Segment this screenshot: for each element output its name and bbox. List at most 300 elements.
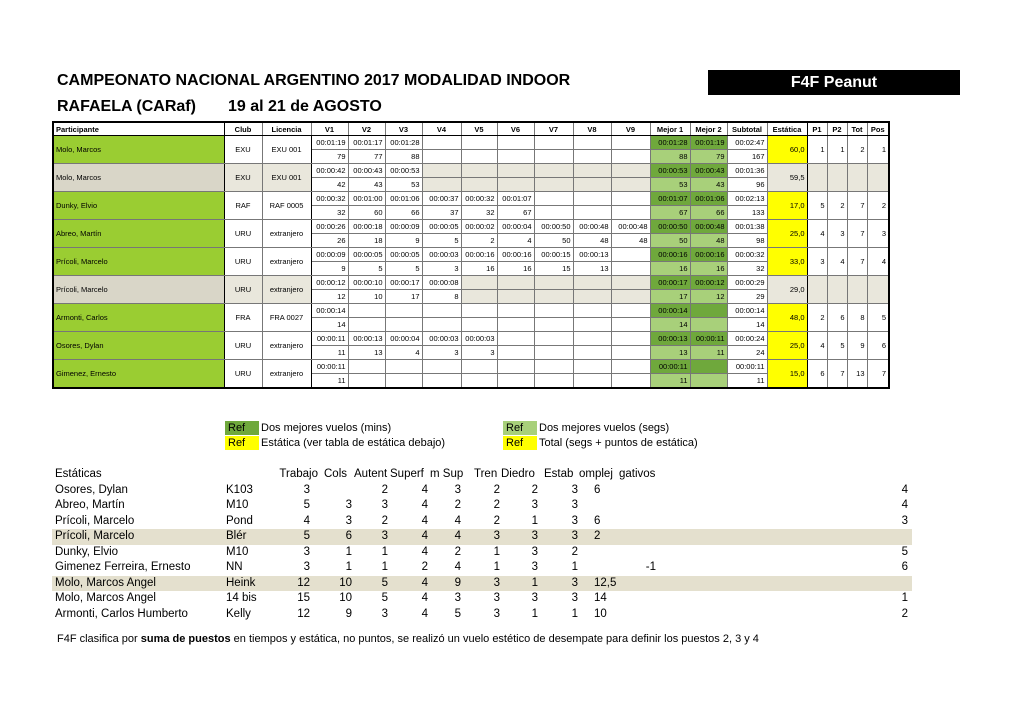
- flight-secs: [497, 150, 534, 164]
- club: URU: [224, 276, 262, 304]
- participant-name: Abreo, Martín: [53, 220, 224, 248]
- best1-time: 00:00:53: [650, 164, 690, 178]
- club: EXU: [224, 164, 262, 192]
- estatica-es: 2: [571, 545, 578, 558]
- flight-time: [611, 164, 650, 178]
- best2-time: 00:01:06: [690, 192, 727, 206]
- flight-time: 00:01:19: [311, 136, 348, 150]
- estatica-di: 3: [531, 545, 538, 558]
- col-header: V6: [497, 122, 534, 136]
- flight-time: 00:01:28: [385, 136, 422, 150]
- subtotal-time: 00:00:29: [727, 276, 767, 290]
- best1-secs: 50: [650, 234, 690, 248]
- flight-time: 00:00:03: [422, 332, 461, 346]
- flight-time: [573, 136, 611, 150]
- estatica-model: M10: [226, 499, 249, 511]
- flight-secs: [461, 290, 497, 304]
- flight-secs: 16: [497, 262, 534, 276]
- estatica-su: 4: [421, 545, 428, 558]
- estatica-au: 3: [381, 499, 388, 511]
- pos: 7: [867, 360, 889, 389]
- flight-time: [573, 360, 611, 374]
- estatica-fm: 3: [454, 483, 461, 496]
- best1-time: 00:01:28: [650, 136, 690, 150]
- flight-secs: [573, 150, 611, 164]
- estatica-es: 3: [571, 514, 578, 527]
- subtotal-secs: 133: [727, 206, 767, 220]
- best2-secs: 11: [690, 346, 727, 360]
- flight-time: [497, 304, 534, 318]
- pos: 6: [867, 332, 889, 360]
- best2-secs: [690, 318, 727, 332]
- result-row-times: [53, 192, 889, 206]
- estatica-tr: 12: [297, 607, 310, 620]
- flight-secs: 26: [311, 234, 348, 248]
- estatica-cx: 10: [594, 607, 607, 620]
- flight-time: [573, 192, 611, 206]
- subtotal-secs: 32: [727, 262, 767, 276]
- best1-time: 00:00:11: [650, 360, 690, 374]
- flight-time: [534, 192, 573, 206]
- estatica: 15,0: [767, 360, 807, 389]
- flight-time: [534, 276, 573, 290]
- best1-time: 00:00:16: [650, 248, 690, 262]
- best2-secs: 79: [690, 150, 727, 164]
- legend-label: Dos mejores vuelos (mins): [261, 422, 392, 434]
- page-subtitle: [57, 98, 382, 116]
- best1-secs: 88: [650, 150, 690, 164]
- estatica-fm: 2: [454, 545, 461, 558]
- estatica-es: 3: [571, 530, 578, 542]
- estatica-name: Osores, Dylan: [55, 483, 128, 496]
- flight-secs: 11: [311, 346, 348, 360]
- pos: 2: [867, 192, 889, 220]
- col-header-autent: Autent: [354, 468, 388, 480]
- legend-swatch-yellow: Ref: [225, 436, 259, 450]
- estatica-co: 1: [345, 561, 352, 573]
- p2: 6: [827, 304, 847, 332]
- estatica-pos: 4: [901, 483, 908, 496]
- club: URU: [224, 220, 262, 248]
- estatica-tr: 3: [303, 483, 310, 496]
- flight-time: [461, 360, 497, 374]
- estatica-row: [52, 591, 912, 607]
- best1-time: 00:00:50: [650, 220, 690, 234]
- flight-time: [461, 304, 497, 318]
- estatica: 59,5: [767, 164, 807, 192]
- club: URU: [224, 332, 262, 360]
- flight-time: [534, 304, 573, 318]
- p1: 4: [807, 220, 827, 248]
- flight-time: 00:00:32: [311, 192, 348, 206]
- flight-secs: 16: [461, 262, 497, 276]
- flight-secs: [534, 178, 573, 192]
- estatica-fm: 2: [454, 499, 461, 511]
- best1-time: 00:00:17: [650, 276, 690, 290]
- estatica-name: Gimenez Ferreira, Ernesto: [55, 561, 191, 573]
- estatica-cx: 12,5: [594, 576, 617, 589]
- flight-time: [461, 136, 497, 150]
- flight-secs: 50: [534, 234, 573, 248]
- flight-secs: 13: [348, 346, 385, 360]
- estatica-name: Molo, Marcos Angel: [55, 576, 156, 589]
- club: URU: [224, 360, 262, 389]
- flight-time: 00:00:08: [422, 276, 461, 290]
- estatica-cx: 6: [594, 514, 601, 527]
- estatica-es: 3: [571, 576, 578, 589]
- estatica-name: Armonti, Carlos Humberto: [55, 607, 188, 620]
- best2-secs: [690, 374, 727, 389]
- flight-secs: 4: [497, 234, 534, 248]
- tot: 13: [847, 360, 867, 389]
- best2-time: 00:00:43: [690, 164, 727, 178]
- p1: [807, 164, 827, 192]
- flight-time: [422, 164, 461, 178]
- flight-time: [348, 304, 385, 318]
- flight-time: 00:00:13: [573, 248, 611, 262]
- estaticas-table: [52, 467, 912, 622]
- col-header: Mejor 1: [650, 122, 690, 136]
- estatica-fm: 4: [454, 514, 461, 527]
- licencia: extranjero: [262, 332, 311, 360]
- flight-secs: 17: [385, 290, 422, 304]
- col-header: V4: [422, 122, 461, 136]
- flight-time: 00:00:02: [461, 220, 497, 234]
- result-row-times: [53, 136, 889, 150]
- estatica-es: 1: [571, 561, 578, 573]
- best1-secs: 17: [650, 290, 690, 304]
- flight-secs: 5: [348, 262, 385, 276]
- legend-yellow-2: [503, 436, 698, 450]
- flight-time: [422, 360, 461, 374]
- flight-secs: [461, 178, 497, 192]
- col-header: Tot: [847, 122, 867, 136]
- flight-time: 00:00:16: [497, 248, 534, 262]
- col-header: V7: [534, 122, 573, 136]
- flight-time: 00:00:17: [385, 276, 422, 290]
- tot: [847, 164, 867, 192]
- licencia: extranjero: [262, 276, 311, 304]
- flight-time: [611, 360, 650, 374]
- flight-time: 00:00:09: [385, 220, 422, 234]
- flight-time: 00:00:42: [311, 164, 348, 178]
- estatica-tr: 3: [303, 545, 310, 558]
- col-header: V3: [385, 122, 422, 136]
- estatica-tr: 3: [303, 561, 310, 573]
- flight-secs: 88: [385, 150, 422, 164]
- estatica-model: K103: [226, 483, 253, 496]
- flight-secs: 10: [348, 290, 385, 304]
- col-header: V2: [348, 122, 385, 136]
- p2: 2: [827, 192, 847, 220]
- estatica-row: [52, 560, 912, 576]
- flight-secs: [611, 150, 650, 164]
- estatica-tn: 1: [493, 561, 500, 573]
- estatica-row: [52, 483, 912, 499]
- estatica-pos: 6: [901, 561, 908, 573]
- p1: 5: [807, 192, 827, 220]
- pos: [867, 276, 889, 304]
- p2: 4: [827, 248, 847, 276]
- flight-secs: [611, 346, 650, 360]
- estatica-row: [52, 576, 912, 592]
- tot: 2: [847, 136, 867, 164]
- best2-time: [690, 304, 727, 318]
- estatica-tr: 15: [297, 592, 310, 604]
- estatica-tr: 12: [297, 576, 310, 589]
- flight-secs: [573, 374, 611, 389]
- flight-secs: [461, 150, 497, 164]
- estatica-es: 3: [571, 592, 578, 604]
- flight-secs: 18: [348, 234, 385, 248]
- licencia: FRA 0027: [262, 304, 311, 332]
- flight-secs: 8: [422, 290, 461, 304]
- estatica-fm: 9: [454, 576, 461, 589]
- flight-secs: [573, 206, 611, 220]
- legend-light: [503, 421, 669, 435]
- club: URU: [224, 248, 262, 276]
- flight-time: 00:00:05: [422, 220, 461, 234]
- col-header: P2: [827, 122, 847, 136]
- best1-time: 00:00:14: [650, 304, 690, 318]
- estatica-au: 5: [381, 576, 388, 589]
- estatica-su: 4: [421, 514, 428, 527]
- estatica-model: Blér: [226, 530, 247, 542]
- flight-secs: [534, 318, 573, 332]
- flight-time: 00:00:04: [385, 332, 422, 346]
- col-header: Club: [224, 122, 262, 136]
- col-header: P1: [807, 122, 827, 136]
- participant-name: Osores, Dylan: [53, 332, 224, 360]
- licencia: RAF 0005: [262, 192, 311, 220]
- result-row-times: [53, 332, 889, 346]
- best2-secs: 43: [690, 178, 727, 192]
- flight-time: 00:01:07: [497, 192, 534, 206]
- best1-secs: 11: [650, 374, 690, 389]
- col-header-estab: Estab: [544, 468, 574, 480]
- flight-time: [422, 136, 461, 150]
- estatica-di: 3: [531, 499, 538, 511]
- licencia: EXU 001: [262, 164, 311, 192]
- flight-secs: [611, 290, 650, 304]
- estatica-au: 2: [381, 514, 388, 527]
- estatica-co: 1: [345, 545, 352, 558]
- flight-time: [497, 164, 534, 178]
- flight-secs: [611, 206, 650, 220]
- flight-time: 00:01:00: [348, 192, 385, 206]
- flight-time: [534, 164, 573, 178]
- footnote-bold: suma de puestos: [140, 633, 231, 645]
- estatica-di: 3: [531, 530, 538, 542]
- flight-secs: [573, 178, 611, 192]
- subtotal-time: 00:01:38: [727, 220, 767, 234]
- flight-time: [497, 360, 534, 374]
- estatica-su: 4: [421, 592, 428, 604]
- best2-secs: 16: [690, 262, 727, 276]
- flight-secs: 43: [348, 178, 385, 192]
- estatica-di: 2: [531, 483, 538, 496]
- col-header-diedro: Diedro: [501, 468, 535, 480]
- estatica-au: 3: [381, 530, 388, 542]
- flight-time: 00:00:11: [311, 332, 348, 346]
- flight-secs: 3: [422, 262, 461, 276]
- subtotal-secs: 167: [727, 150, 767, 164]
- flight-time: [497, 276, 534, 290]
- flight-time: 00:00:53: [385, 164, 422, 178]
- estatica-pos: 5: [901, 545, 908, 558]
- best2-time: 00:00:16: [690, 248, 727, 262]
- estaticas-title: Estáticas: [55, 468, 102, 480]
- subtotal-secs: 96: [727, 178, 767, 192]
- flight-secs: [385, 374, 422, 389]
- flight-secs: 13: [573, 262, 611, 276]
- estatica-row: [52, 545, 912, 561]
- flight-time: 00:00:18: [348, 220, 385, 234]
- subtotal-time: 00:02:13: [727, 192, 767, 206]
- participant-name: Prícoli, Marcelo: [53, 276, 224, 304]
- flight-time: [573, 164, 611, 178]
- flight-time: [348, 360, 385, 374]
- flight-time: [573, 276, 611, 290]
- subtotal-secs: 11: [727, 374, 767, 389]
- estatica-fm: 5: [454, 607, 461, 620]
- participant-name: Molo, Marcos: [53, 136, 224, 164]
- flight-time: [422, 304, 461, 318]
- flight-secs: [611, 318, 650, 332]
- flight-secs: 3: [461, 346, 497, 360]
- flight-time: 00:00:37: [422, 192, 461, 206]
- flight-secs: 14: [311, 318, 348, 332]
- estatica-au: 1: [381, 561, 388, 573]
- flight-secs: [461, 318, 497, 332]
- flight-secs: 53: [385, 178, 422, 192]
- footnote-part1: F4F clasifica por: [57, 633, 141, 645]
- estatica-model: Heink: [226, 576, 256, 589]
- flight-time: 00:00:03: [422, 248, 461, 262]
- col-header: Pos: [867, 122, 889, 136]
- legend-swatch-light: Ref: [503, 421, 537, 435]
- result-row-times: [53, 248, 889, 262]
- flight-time: 00:00:32: [461, 192, 497, 206]
- best1-secs: 13: [650, 346, 690, 360]
- col-header-complej: omplej: [579, 468, 613, 480]
- estatica: 60,0: [767, 136, 807, 164]
- legend-swatch-yellow: Ref: [503, 436, 537, 450]
- flight-time: 00:00:09: [311, 248, 348, 262]
- best2-time: [690, 360, 727, 374]
- result-row-times: [53, 360, 889, 374]
- flight-time: [611, 332, 650, 346]
- subtotal-time: 00:01:36: [727, 164, 767, 178]
- flight-time: 00:00:11: [311, 360, 348, 374]
- estatica-name: Dunky, Elvio: [55, 545, 119, 558]
- flight-secs: [422, 374, 461, 389]
- flight-secs: 5: [385, 262, 422, 276]
- estatica-model: NN: [226, 561, 243, 573]
- best1-time: 00:00:13: [650, 332, 690, 346]
- tot: 8: [847, 304, 867, 332]
- estatica-row: [52, 607, 912, 623]
- participant-name: Armonti, Carlos: [53, 304, 224, 332]
- licencia: EXU 001: [262, 136, 311, 164]
- estatica-co: 3: [345, 499, 352, 511]
- estatica-fm: 3: [454, 592, 461, 604]
- flight-secs: 48: [611, 234, 650, 248]
- flight-secs: [497, 318, 534, 332]
- p1: 4: [807, 332, 827, 360]
- p2: 5: [827, 332, 847, 360]
- flight-time: [611, 136, 650, 150]
- flight-secs: 11: [311, 374, 348, 389]
- legend-label: Total (segs + puntos de estática): [539, 437, 698, 449]
- best2-secs: 66: [690, 206, 727, 220]
- legend-yellow-1: [225, 436, 445, 450]
- col-header-trabajo: Trabajo: [279, 468, 318, 480]
- flight-time: [611, 276, 650, 290]
- col-header-superf: Superf: [390, 468, 424, 480]
- estatica-tn: 2: [493, 499, 500, 511]
- estatica-tr: 5: [303, 530, 310, 542]
- licencia: extranjero: [262, 248, 311, 276]
- dates: 19 al 21 de AGOSTO: [227, 98, 382, 115]
- estatica-di: 1: [531, 576, 538, 589]
- flight-time: [534, 136, 573, 150]
- flight-time: 00:00:13: [348, 332, 385, 346]
- flight-secs: 37: [422, 206, 461, 220]
- club: FRA: [224, 304, 262, 332]
- p1: 3: [807, 248, 827, 276]
- flight-secs: [611, 178, 650, 192]
- tot: 7: [847, 220, 867, 248]
- estatica-su: 4: [421, 483, 428, 496]
- best1-secs: 53: [650, 178, 690, 192]
- flight-secs: 77: [348, 150, 385, 164]
- estatica-su: 4: [421, 576, 428, 589]
- estatica-au: 2: [381, 483, 388, 496]
- flight-secs: 12: [311, 290, 348, 304]
- best1-secs: 14: [650, 318, 690, 332]
- tot: 7: [847, 192, 867, 220]
- col-header: Mejor 2: [690, 122, 727, 136]
- estatica: 17,0: [767, 192, 807, 220]
- best1-secs: 67: [650, 206, 690, 220]
- p1: 1: [807, 136, 827, 164]
- p1: [807, 276, 827, 304]
- flight-secs: [348, 318, 385, 332]
- flight-time: [461, 164, 497, 178]
- results-table: [52, 121, 890, 389]
- flight-secs: [534, 374, 573, 389]
- estatica-co: 3: [345, 514, 352, 527]
- estatica-es: 3: [571, 483, 578, 496]
- col-header-tren: Tren: [474, 468, 498, 480]
- estatica-fm: 4: [454, 561, 461, 573]
- estatica-tr: 4: [303, 514, 310, 527]
- p1: 2: [807, 304, 827, 332]
- flight-time: [534, 332, 573, 346]
- estatica-su: 4: [421, 530, 428, 542]
- legend-label: Estática (ver tabla de estática debajo): [261, 437, 446, 449]
- flight-secs: 79: [311, 150, 348, 164]
- flight-secs: 42: [311, 178, 348, 192]
- estatica-tn: 3: [493, 592, 500, 604]
- estatica-cx: 2: [594, 530, 601, 542]
- best2-time: 00:01:19: [690, 136, 727, 150]
- col-header: Subtotal: [727, 122, 767, 136]
- flight-secs: [422, 150, 461, 164]
- col-header-negativos: gativos: [619, 468, 656, 480]
- tot: 7: [847, 248, 867, 276]
